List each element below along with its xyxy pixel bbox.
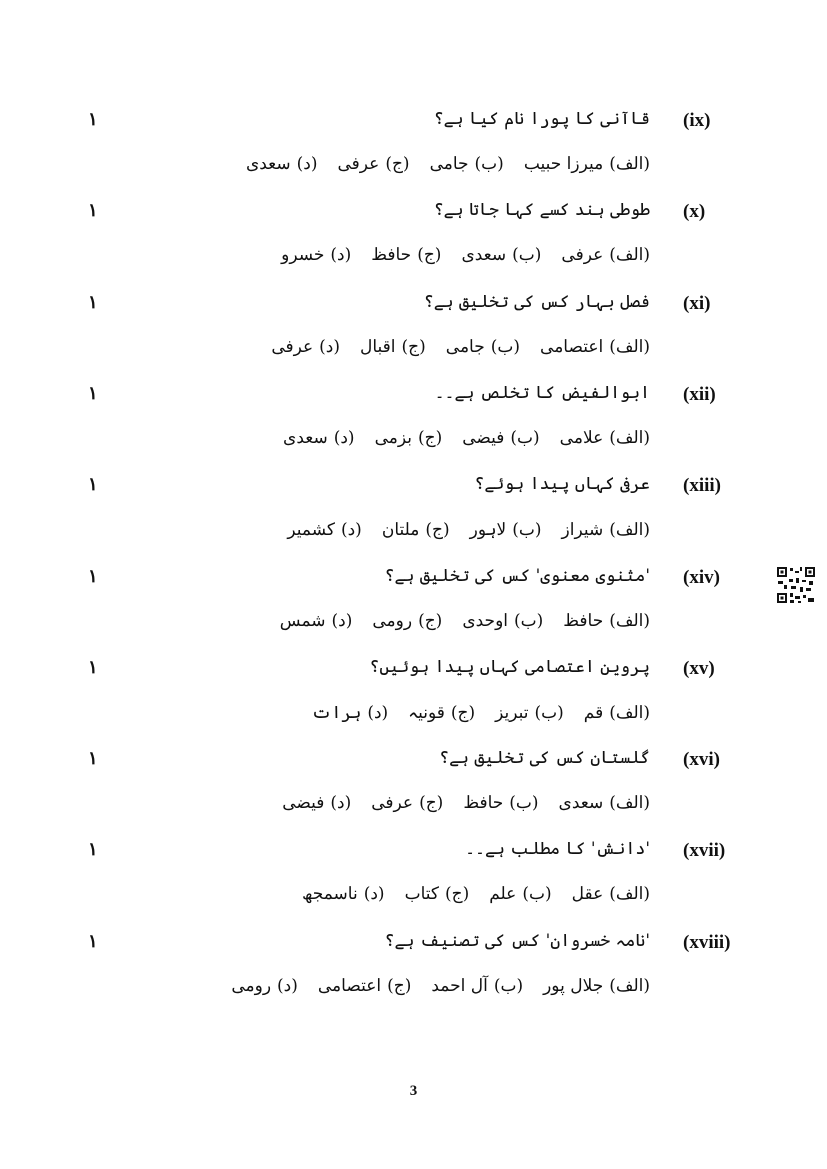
option-item xyxy=(543,976,650,996)
option-item xyxy=(540,337,650,357)
option-label: (ب) xyxy=(512,520,542,541)
option-text: ہرات xyxy=(311,702,362,723)
options-row xyxy=(0,607,827,651)
option-item xyxy=(283,428,355,448)
option-label: (ج) xyxy=(444,884,470,905)
option-item xyxy=(431,976,523,996)
option-item xyxy=(561,245,650,265)
option-label: (ج) xyxy=(417,427,443,448)
option-label: (ب) xyxy=(512,245,542,266)
question-row xyxy=(0,926,827,970)
option-text: ناسمجھ xyxy=(302,884,358,905)
option-label: (ج) xyxy=(418,610,443,631)
question-text: قاآنی کا پورا نام کیا ہے؟ xyxy=(433,109,650,129)
option-label: (الف) xyxy=(609,336,650,357)
option-list xyxy=(251,337,650,357)
option-item xyxy=(337,154,409,174)
option-label: (ج) xyxy=(387,975,412,996)
option-text: قونیہ xyxy=(408,702,445,723)
option-item xyxy=(231,976,298,996)
question-number: (xi) xyxy=(683,292,711,314)
options-row xyxy=(0,150,827,194)
question-row xyxy=(0,469,827,513)
option-text: علامی xyxy=(559,427,604,448)
question-text: 'مثنوی معنوی' کس کی تخلیق ہے؟ xyxy=(384,565,650,586)
question-row xyxy=(0,378,827,422)
option-text: اوحدی xyxy=(462,610,508,631)
question-number: (xiii) xyxy=(683,475,721,497)
option-label: (د) xyxy=(363,884,385,905)
option-item xyxy=(371,245,441,265)
option-label: (د) xyxy=(367,702,389,723)
option-item xyxy=(408,702,475,723)
question-text: فصل بہار کس کی تخلیق ہے؟ xyxy=(423,291,650,312)
option-item xyxy=(282,793,351,813)
qr-code-icon xyxy=(776,566,816,604)
option-text: کتاب xyxy=(404,884,439,905)
option-item xyxy=(281,245,351,265)
option-item xyxy=(463,793,538,813)
question-marks: ۱ xyxy=(88,748,98,770)
options-row xyxy=(0,333,827,377)
option-label: (د) xyxy=(296,154,318,174)
options-row xyxy=(0,515,827,559)
question-row xyxy=(0,743,827,787)
question-number: (x) xyxy=(683,201,706,223)
question-marks: ۱ xyxy=(88,565,98,587)
option-text: سعدی xyxy=(558,793,604,814)
option-item xyxy=(446,337,520,357)
question-number: (xiv) xyxy=(683,566,720,588)
option-text: قم xyxy=(583,702,604,723)
option-list xyxy=(262,793,650,813)
option-text: حافظ xyxy=(463,793,504,814)
option-label: (ب) xyxy=(490,336,521,357)
question-number: (xii) xyxy=(683,383,716,405)
option-text: حافظ xyxy=(371,245,412,266)
option-item xyxy=(271,337,340,357)
option-text: آل احمد xyxy=(431,975,488,996)
option-label: (ج) xyxy=(417,245,442,266)
question-number: (xviii) xyxy=(683,931,731,953)
option-item xyxy=(318,976,411,996)
option-text: رومی xyxy=(231,975,272,996)
question-row xyxy=(0,195,827,239)
question-row xyxy=(0,834,827,878)
option-item xyxy=(489,884,551,904)
option-text: اعتصامی xyxy=(317,975,382,996)
option-item xyxy=(371,793,443,813)
option-text: فیضی xyxy=(282,793,325,814)
option-text: خسرو xyxy=(281,245,325,266)
option-list xyxy=(292,702,651,723)
option-text: ملتان xyxy=(381,520,420,541)
option-label: (د) xyxy=(330,793,352,814)
option-text: سعدی xyxy=(283,427,328,448)
option-label: (ب) xyxy=(534,702,564,723)
option-label: (الف) xyxy=(609,884,650,905)
option-item xyxy=(461,245,541,265)
option-text: میرزا حبیب xyxy=(523,154,604,174)
options-row xyxy=(0,880,827,924)
option-label: (الف) xyxy=(609,520,650,541)
option-item xyxy=(430,154,504,174)
option-text: بزمی xyxy=(374,427,412,448)
option-label: (ج) xyxy=(385,154,410,174)
option-label: (ب) xyxy=(474,154,504,174)
option-item xyxy=(287,520,361,540)
question-text: گلستان کس کی تخلیق ہے؟ xyxy=(439,748,650,769)
option-text: اقبال xyxy=(360,336,396,357)
option-label: (ج) xyxy=(425,520,450,541)
option-text: شمس xyxy=(279,610,326,631)
question-text: عرفی کہاں پیدا ہوئے؟ xyxy=(474,474,650,495)
question-marks: ۱ xyxy=(88,656,98,678)
option-label: (الف) xyxy=(609,610,650,631)
question-text: طوطی ہند کسے کہا جاتا ہے؟ xyxy=(433,200,650,221)
question-text: 'نامہ خسروان' کس کی تصنیف ہے؟ xyxy=(384,930,650,951)
question-number: (xvi) xyxy=(683,749,720,771)
option-list xyxy=(260,611,650,631)
option-item xyxy=(360,337,426,357)
option-text: فیضی xyxy=(462,427,505,448)
option-item xyxy=(562,520,650,540)
option-item xyxy=(470,519,542,540)
options-row xyxy=(0,424,827,468)
option-item xyxy=(280,611,353,631)
options-row xyxy=(0,241,827,285)
option-text: شیراز xyxy=(561,520,604,541)
option-label: (ب) xyxy=(509,793,539,814)
question-number: (ix) xyxy=(683,110,711,131)
option-label: (د) xyxy=(333,427,355,448)
question-marks: ۱ xyxy=(88,474,98,496)
option-text: کشمیر xyxy=(287,520,335,541)
option-label: (الف) xyxy=(609,245,650,266)
question-row xyxy=(0,561,827,605)
question-text: پروین اعتصامی کہاں پیدا ہوئیں؟ xyxy=(369,656,650,677)
option-label: (ج) xyxy=(401,336,426,357)
option-item xyxy=(563,611,650,631)
option-list xyxy=(261,245,650,265)
option-label: (د) xyxy=(331,610,353,631)
option-item xyxy=(375,428,443,448)
option-item xyxy=(572,884,650,904)
question-marks: ۱ xyxy=(88,200,98,222)
option-text: عرفی xyxy=(371,793,414,814)
question-marks: ۱ xyxy=(88,291,98,313)
option-text: لاہور xyxy=(469,520,507,541)
option-list xyxy=(282,884,650,904)
option-text: اعتصامی xyxy=(540,336,604,357)
option-text: عرفی xyxy=(337,154,380,174)
option-text: جامی xyxy=(429,154,469,174)
option-text: عقل xyxy=(571,884,604,905)
question-row xyxy=(0,652,827,696)
option-item xyxy=(559,793,650,813)
option-text: حافظ xyxy=(563,610,604,631)
question-marks: ۱ xyxy=(88,382,98,404)
option-text: تبریز xyxy=(495,702,529,723)
page-number: 3 xyxy=(409,1083,418,1099)
option-item xyxy=(462,611,543,631)
option-item xyxy=(524,154,650,174)
option-text: عرفی xyxy=(561,245,604,266)
option-label: (د) xyxy=(277,975,298,996)
option-item xyxy=(462,428,539,448)
option-item xyxy=(372,611,442,631)
option-list xyxy=(263,428,650,448)
option-list xyxy=(267,519,650,540)
option-item xyxy=(495,703,564,723)
question-number: (xvii) xyxy=(683,840,726,862)
option-text: جامی xyxy=(445,336,485,357)
question-marks: ۱ xyxy=(88,930,98,952)
question-text: 'دانش' کا مطلب ہے۔۔ xyxy=(465,839,650,860)
option-list xyxy=(211,976,650,996)
option-label: (الف) xyxy=(609,975,650,996)
option-label: (ج) xyxy=(450,702,476,723)
option-label: (الف) xyxy=(609,154,650,174)
option-label: (الف) xyxy=(609,793,650,814)
option-text: سعدی xyxy=(461,245,507,266)
option-item xyxy=(302,884,385,904)
options-row xyxy=(0,972,827,1016)
question-marks: ۱ xyxy=(88,109,98,130)
option-item xyxy=(560,428,650,448)
option-label: (ب) xyxy=(514,610,544,631)
option-label: (د) xyxy=(319,336,341,357)
option-item xyxy=(246,154,318,174)
option-item xyxy=(382,520,450,540)
option-item xyxy=(312,702,389,723)
option-text: عرفی xyxy=(271,336,314,357)
option-label: (د) xyxy=(340,520,362,541)
option-text: رومی xyxy=(372,610,413,631)
options-row xyxy=(0,698,827,742)
question-marks: ۱ xyxy=(88,839,98,861)
option-label: (ب) xyxy=(493,975,524,996)
option-label: (د) xyxy=(330,245,352,266)
option-text: علم xyxy=(489,884,517,905)
option-label: (الف) xyxy=(609,702,650,723)
option-item xyxy=(405,884,470,904)
options-row xyxy=(0,789,827,833)
option-text: جلال پور xyxy=(543,975,604,996)
option-list xyxy=(226,154,650,174)
option-label: (ب) xyxy=(510,427,540,448)
question-row xyxy=(0,287,827,331)
option-label: (ب) xyxy=(522,884,552,905)
question-number: (xv) xyxy=(683,657,715,679)
option-label: (ج) xyxy=(419,793,444,814)
option-label: (الف) xyxy=(609,427,650,448)
option-text: سعدی xyxy=(245,154,291,174)
option-item xyxy=(584,703,650,723)
question-row xyxy=(0,104,827,148)
question-text: ابوالفیض کا تخلص ہے۔۔ xyxy=(434,382,650,403)
